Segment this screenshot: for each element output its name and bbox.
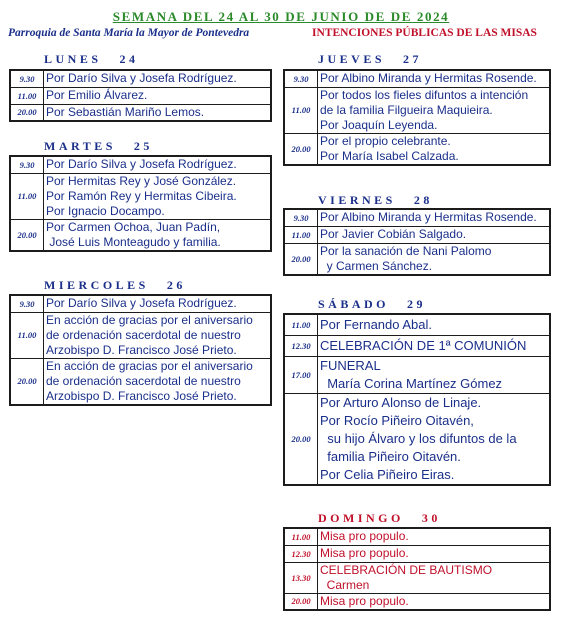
mass-row	[10, 219, 271, 251]
mass-row	[284, 209, 550, 226]
mass-row	[284, 226, 550, 243]
intention-text: José Luis Monteagudo y familia.	[46, 234, 221, 249]
mass-time: 9.30	[10, 295, 44, 312]
mass-time: 11.00	[284, 528, 318, 545]
day-name: LUNES	[44, 52, 102, 66]
intention-text: Por Carmen Ochoa, Juan Padín,	[46, 219, 221, 234]
mass-time: 13.30	[284, 562, 318, 593]
mass-time: 20.00	[10, 219, 44, 251]
intention-text: Por Arturo Alonso de Linaje.	[320, 394, 482, 410]
day-header-martes	[44, 139, 153, 154]
intention-text: CELEBRACIÓN DE 1ª COMUNIÓN	[320, 337, 527, 353]
intention-text: Por Darío Silva y Josefa Rodríguez.	[46, 296, 237, 311]
intention-text: y Carmen Sánchez.	[320, 258, 433, 273]
mass-time: 11.00	[284, 314, 318, 335]
day-name: VIERNES	[318, 193, 396, 207]
intention-text: Por Javier Cobián Salgado.	[320, 227, 467, 241]
day-name: SÁBADO	[318, 297, 390, 311]
intention-text: Por Sebastián Mariño Lemos.	[46, 104, 205, 119]
day-date: 30	[421, 511, 441, 525]
schedule-miercoles	[9, 294, 272, 406]
mass-row	[10, 87, 271, 104]
intention-text: Por Hermitas Rey y José González.	[46, 173, 237, 188]
mass-time: 9.30	[284, 70, 318, 87]
intention-text: Por el propio celebrante.	[320, 133, 451, 148]
mass-time: 20.00	[284, 133, 318, 165]
page-title: SEMANA DEL 24 AL 30 DE JUNIO DE DE 2024	[112, 9, 450, 24]
intention-text: Por Celia Piñeiro Eiras.	[320, 466, 455, 482]
intention-text: Arzobispo D. Francisco José Prieto.	[46, 342, 237, 357]
mass-row	[10, 312, 271, 358]
day-header-sabado	[318, 297, 426, 312]
intention-text: María Corina Martínez Gómez	[320, 375, 503, 391]
day-date: 26	[166, 278, 186, 292]
mass-row	[284, 593, 550, 610]
intention-text: Por María Isabel Calzada.	[320, 148, 459, 163]
intention-text: Por Ramón Rey y Hermitas Cibeira.	[46, 188, 237, 203]
section-heading: INTENCIONES PÚBLICAS DE LAS MISAS	[312, 27, 537, 39]
mass-time: 11.00	[284, 226, 318, 243]
mass-row	[10, 358, 271, 405]
mass-time: 11.00	[10, 312, 44, 358]
intention-text: Por Emilio Álvarez.	[46, 88, 148, 102]
mass-time: 20.00	[284, 393, 318, 485]
day-header-lunes	[44, 52, 139, 67]
mass-row	[284, 243, 550, 275]
day-date: 28	[413, 193, 433, 207]
mass-row	[10, 104, 271, 121]
schedule-domingo	[283, 527, 551, 611]
mass-time: 9.30	[284, 209, 318, 226]
mass-row	[10, 295, 271, 312]
schedule-lunes	[9, 69, 272, 122]
day-date: 29	[407, 297, 427, 311]
intention-text: Misa pro populo.	[320, 593, 409, 608]
day-name: JUEVES	[318, 52, 386, 66]
intention-text: familia Piñeiro Oitavén.	[320, 448, 461, 464]
parish-name: Parroquia de Santa María la Mayor de Pontevedra	[8, 27, 250, 39]
intention-text: de la familia Filgueira Maquieira.	[320, 102, 493, 117]
schedule-martes	[9, 155, 272, 252]
mass-row	[10, 156, 271, 173]
intention-text: Por Albino Miranda y Hermitas Rosende.	[320, 210, 537, 225]
mass-time: 20.00	[10, 104, 44, 121]
intention-text: CELEBRACIÓN DE BAUTISMO	[320, 562, 493, 577]
day-name: MIERCOLES	[44, 278, 149, 292]
mass-row	[284, 70, 550, 87]
mass-row	[10, 70, 271, 87]
day-name: DOMINGO	[318, 511, 404, 525]
mass-row	[284, 335, 550, 356]
mass-row	[10, 173, 271, 219]
day-header-jueves	[318, 52, 422, 67]
intention-text: Arzobispo D. Francisco José Prieto.	[46, 388, 237, 403]
schedule-jueves	[283, 69, 551, 166]
intention-text: Por Rocío Piñeiro Oitavén,	[320, 412, 474, 428]
day-date: 27	[403, 52, 423, 66]
intention-text: Por todos los fieles difuntos a intención	[320, 87, 529, 102]
mass-row	[284, 393, 550, 485]
mass-time: 9.30	[10, 70, 44, 87]
intention-text: Por Ignacio Docampo.	[46, 203, 165, 218]
intention-text: Por Joaquín Leyenda.	[320, 117, 438, 132]
intention-text: Por Darío Silva y Josefa Rodríguez.	[46, 71, 237, 86]
intention-text: Misa pro populo.	[320, 529, 409, 544]
intention-text: Por la sanación de Nani Palomo	[320, 243, 492, 258]
mass-row	[284, 562, 550, 593]
day-header-domingo	[318, 511, 441, 526]
intention-text: su hijo Álvaro y los difuntos de la	[320, 430, 517, 446]
mass-row	[284, 545, 550, 562]
intention-text: FUNERAL	[320, 357, 381, 373]
mass-time: 11.00	[10, 87, 44, 104]
intention-text: En acción de gracias por el aniversario	[46, 312, 253, 327]
intention-text: Carmen	[320, 577, 370, 592]
schedule-viernes	[283, 208, 551, 276]
mass-time: 12.30	[284, 335, 318, 356]
mass-row	[284, 133, 550, 165]
intention-text: Por Albino Miranda y Hermitas Rosende.	[320, 71, 537, 86]
intention-text: de ordenación sacerdotal de nuestro	[46, 327, 241, 342]
mass-row	[284, 314, 550, 335]
schedule-sabado	[283, 313, 551, 486]
mass-row	[284, 87, 550, 133]
day-date: 24	[119, 52, 139, 66]
mass-row	[284, 356, 550, 393]
mass-time: 17.00	[284, 356, 318, 393]
mass-time: 20.00	[284, 593, 318, 610]
mass-time: 11.00	[10, 173, 44, 219]
intention-text: Por Darío Silva y Josefa Rodríguez.	[46, 157, 237, 172]
mass-time: 9.30	[10, 156, 44, 173]
mass-time: 11.00	[284, 87, 318, 133]
intention-text: Por Fernando Abal.	[320, 316, 433, 332]
day-date: 25	[133, 139, 153, 153]
intention-text: de ordenación sacerdotal de nuestro	[46, 373, 241, 388]
day-header-miercoles	[44, 278, 186, 293]
mass-time: 12.30	[284, 545, 318, 562]
intention-text: Misa pro populo.	[320, 546, 409, 560]
day-name: MARTES	[44, 139, 116, 153]
day-header-viernes	[318, 193, 433, 208]
mass-time: 20.00	[10, 358, 44, 405]
mass-row	[284, 528, 550, 545]
mass-time: 20.00	[284, 243, 318, 275]
intention-text: En acción de gracias por el aniversario	[46, 358, 253, 373]
